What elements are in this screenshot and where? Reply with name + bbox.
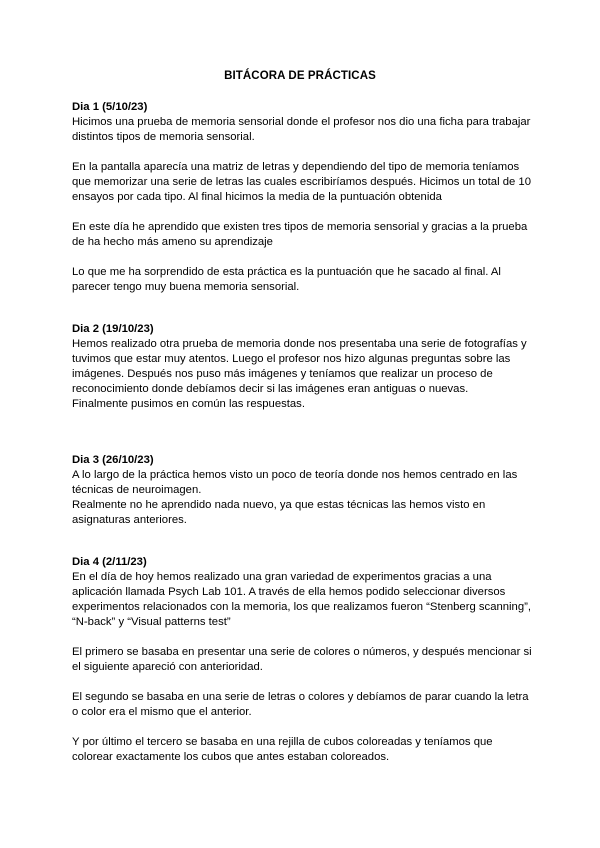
day-4-paragraph-1 xyxy=(72,570,532,630)
text-line: reconocimiento donde debíamos decir si las imágenes eran antiguas o nuevas. xyxy=(72,383,469,395)
text-line: Y por último el tercero se basaba en una rejilla de cubos coloreadas y teníamos que xyxy=(72,736,493,748)
text-line: En la pantalla aparecía una matriz de letras y dependiendo del tipo de memoria teníamos xyxy=(72,161,520,173)
text-line: Lo que me ha sorprendido de esta práctica es la puntuación que he sacado al final. Al xyxy=(72,266,501,278)
day-2-heading: Dia 2 (19/10/23) xyxy=(72,323,154,335)
text-line: El primero se basaba en presentar una serie de colores o números, y después mencionar si xyxy=(72,646,532,658)
text-line: o color era el mismo que el anterior. xyxy=(72,706,252,718)
text-line: técnicas de neuroimagen. xyxy=(72,484,202,496)
text-line: asignaturas anteriores. xyxy=(72,514,187,526)
text-line: experimentos relacionados con la memoria, los que realizamos fueron “Stenberg scanning”, xyxy=(72,601,532,613)
text-line: Realmente no he aprendido nada nuevo, ya que estas técnicas las hemos visto en xyxy=(72,499,486,511)
text-line: imágenes. Después nos puso más imágenes y teníamos que realizar un proceso de xyxy=(72,368,493,380)
text-line: parecer tengo muy buena memoria sensorial. xyxy=(72,281,300,293)
day-4-heading: Dia 4 (2/11/23) xyxy=(72,556,147,568)
day-1-paragraph-2 xyxy=(72,160,532,205)
day-3-paragraph-1 xyxy=(72,468,532,528)
day-4-paragraph-3 xyxy=(72,690,532,720)
text-line: A lo largo de la práctica hemos visto un poco de teoría donde nos hemos centrado en las xyxy=(72,469,518,481)
day-1-section xyxy=(72,100,532,295)
text-line: Hemos realizado otra prueba de memoria donde nos presentaba una serie de fotografías y xyxy=(72,338,527,350)
text-line: En este día he aprendido que existen tres tipos de memoria sensorial y gracias a la prueba xyxy=(72,221,528,233)
text-line: Hicimos una prueba de memoria sensorial donde el profesor nos dio una ficha para trabajar xyxy=(72,116,531,128)
day-4-section xyxy=(72,555,532,765)
day-1-paragraph-1 xyxy=(72,115,532,145)
text-line: El segundo se basaba en una serie de letras o colores y debíamos de parar cuando la letra xyxy=(72,691,529,703)
day-4-paragraph-2 xyxy=(72,645,532,675)
text-line: Finalmente pusimos en común las respuestas. xyxy=(72,398,305,410)
day-3-section xyxy=(72,453,532,528)
text-line: el siguiente apareció con anterioridad. xyxy=(72,661,263,673)
day-2-paragraph-1 xyxy=(72,337,532,412)
text-line: de ha hecho más ameno su aprendizaje xyxy=(72,236,273,248)
day-1-paragraph-4 xyxy=(72,265,532,295)
text-line: “N-back” y “Visual patterns test” xyxy=(72,616,231,628)
text-line: aplicación llamada Psych Lab 101. A través de ella hemos podido seleccionar diversos xyxy=(72,586,506,598)
day-1-paragraph-3 xyxy=(72,220,532,250)
text-line: que memorizar una serie de letras las cuales escribiríamos después. Hicimos un total de 10 xyxy=(72,176,531,188)
day-2-section xyxy=(72,322,532,412)
document-title: BITÁCORA DE PRÁCTICAS xyxy=(224,70,376,82)
text-line: colorear exactamente los cubos que antes estaban coloreados. xyxy=(72,751,390,763)
text-line: En el día de hoy hemos realizado una gran variedad de experimentos gracias a una xyxy=(72,571,492,583)
day-4-paragraph-4 xyxy=(72,735,532,765)
day-1-heading: Dia 1 (5/10/23) xyxy=(72,101,148,113)
text-line: ensayos por cada tipo. Al final hicimos la media de la puntuación obtenida xyxy=(72,191,442,203)
day-3-heading: Dia 3 (26/10/23) xyxy=(72,454,154,466)
text-line: tuvimos que estar muy atentos. Luego el profesor nos hizo algunas preguntas sobre las xyxy=(72,353,511,365)
text-line: distintos tipos de memoria sensorial. xyxy=(72,131,255,143)
